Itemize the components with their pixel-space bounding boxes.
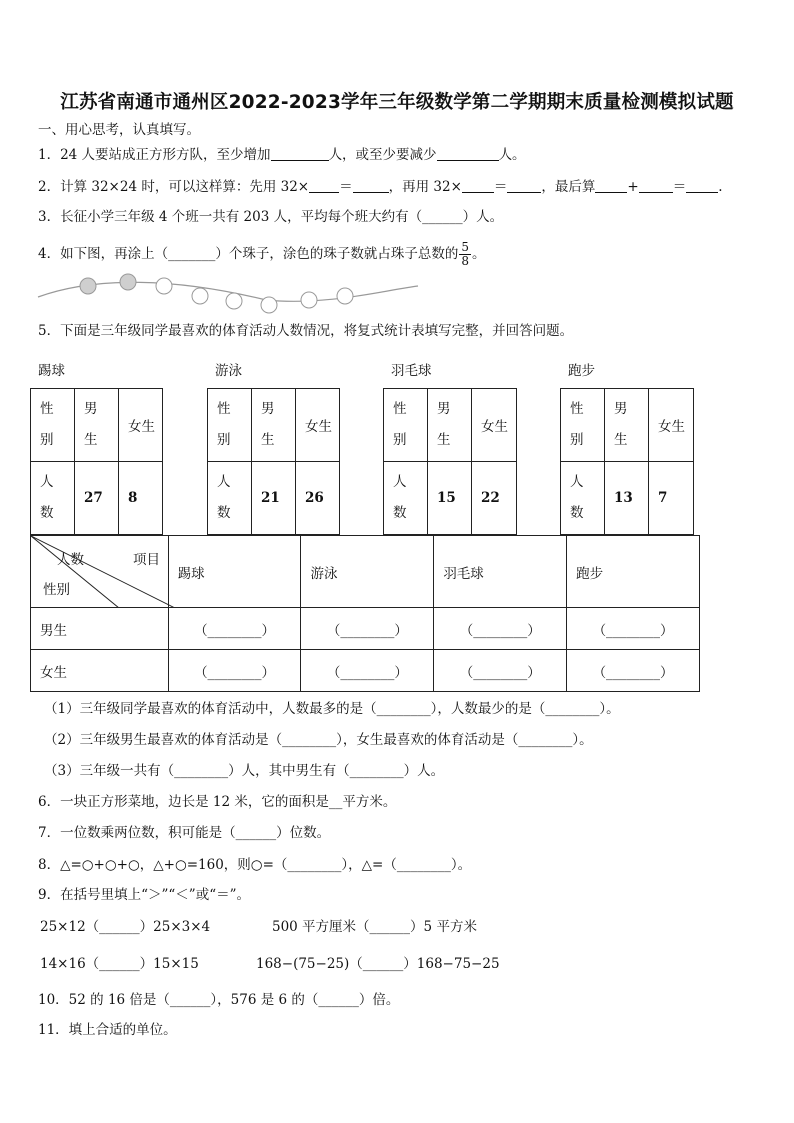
sport-label: 跑步 (568, 363, 595, 379)
q2-text-c: ，最后算 (541, 179, 596, 195)
row-header-female: 女生 (31, 650, 169, 692)
question-6: 6．一块正方形菜地，边长是 12 米，它的面积是__平方米。 (38, 794, 397, 810)
fraction-denominator: 8 (461, 254, 469, 268)
q5-sub-2: （2）三年级男生最喜欢的体育活动是（________），女生最喜欢的体育活动是（________）。 (44, 732, 593, 748)
col-header: 踢球 (168, 536, 301, 608)
diagonal-header-cell (31, 536, 169, 608)
answer-blank[interactable]: （________） (567, 608, 700, 650)
header-gender-label: 性别 (43, 582, 70, 598)
bead-empty (301, 292, 317, 308)
bead-empty (156, 278, 172, 294)
q5-sub-3: （3）三年级一共有（________）人，其中男生有（________）人。 (44, 763, 445, 779)
sport-table (30, 388, 163, 535)
q2-blank-7[interactable] (686, 178, 718, 193)
question-3: 3．长征小学三年级 4 个班一共有 203 人，平均每个班大约有（______）人。 (38, 209, 504, 225)
question-7: 7．一位数乘两位数，积可能是（______）位数。 (38, 825, 331, 841)
male-count: 13 (605, 462, 649, 535)
q4-fraction (459, 241, 471, 268)
q1-text-c: 人。 (498, 147, 526, 163)
gender-header: 性 别 (208, 389, 252, 462)
count-header: 人 数 (384, 462, 428, 535)
q1-blank-2[interactable] (437, 146, 499, 161)
question-1 (38, 146, 526, 164)
question-4 (38, 236, 485, 272)
gender-header: 性 别 (384, 389, 428, 462)
q1-blank-1[interactable] (271, 146, 329, 161)
bead-filled (80, 278, 96, 294)
fraction-numerator: 5 (461, 240, 469, 254)
answer-blank[interactable]: （________） (301, 608, 434, 650)
beads-figure (36, 270, 421, 314)
q2-text-d: . (718, 179, 723, 195)
female-header: 女生 (472, 389, 517, 462)
gender-header: 性 别 (561, 389, 605, 462)
question-8: 8．△=○+○+○，△+○=160，则○=（________），△=（________）。 (38, 857, 472, 873)
header-item-label: 项目 (133, 552, 160, 568)
q2-blank-5[interactable] (595, 178, 627, 193)
q2-blank-1[interactable] (309, 178, 339, 193)
sport-table (560, 388, 694, 535)
bead-empty (261, 297, 277, 313)
bead-empty (192, 288, 208, 304)
female-header: 女生 (296, 389, 340, 462)
bead-empty (337, 288, 353, 304)
answer-blank[interactable]: （________） (434, 608, 567, 650)
bead-filled (120, 274, 136, 290)
q2-text-a: 2．计算 32×24 时，可以这样算：先用 32× (38, 179, 310, 195)
q5-sub-1: （1）三年级同学最喜欢的体育活动中，人数最多的是（________），人数最少的是（________）。 (44, 701, 620, 717)
female-header: 女生 (119, 389, 163, 462)
question-11: 11．填上合适的单位。 (38, 1022, 177, 1038)
answer-blank[interactable]: （________） (301, 650, 434, 692)
gender-header: 性 别 (31, 389, 75, 462)
male-header: 男 生 (252, 389, 296, 462)
sport-label: 羽毛球 (391, 363, 432, 379)
q2-blank-2[interactable] (353, 178, 389, 193)
question-9: 9．在括号里填上“＞”“＜”或“＝”。 (38, 887, 250, 903)
question-5: 5．下面是三年级同学最喜欢的体育活动人数情况，将复式统计表填写完整，并回答问题。 (38, 323, 574, 339)
question-2 (38, 178, 723, 196)
answer-blank[interactable]: （________） (567, 650, 700, 692)
female-count: 7 (649, 462, 694, 535)
answer-blank[interactable]: （________） (434, 650, 567, 692)
q9-item-a: 25×12（______）25×3×4 (40, 919, 211, 935)
row-header-male: 男生 (31, 608, 169, 650)
q2-blank-3[interactable] (462, 178, 494, 193)
question-10: 10．52 的 16 倍是（______），576 是 6 的（______）倍。 (38, 992, 400, 1008)
q2-equals-1: ＝ (339, 179, 353, 195)
col-header: 跑步 (567, 536, 700, 608)
q2-plus: + (627, 179, 639, 195)
male-header: 男 生 (428, 389, 472, 462)
q2-text-b: ，再用 32× (388, 179, 462, 195)
q4-text-b: 。 (471, 246, 486, 262)
male-header: 男 生 (605, 389, 649, 462)
male-header: 男 生 (75, 389, 119, 462)
answer-blank[interactable]: （________） (168, 608, 301, 650)
count-header: 人 数 (208, 462, 252, 535)
q4-text-a: 4．如下图，再涂上（_______）个珠子，涂色的珠子数就占珠子总数的 (38, 246, 459, 262)
q1-text-b: 人，或至少要减少 (328, 147, 437, 163)
col-header: 游泳 (301, 536, 434, 608)
male-count: 15 (428, 462, 472, 535)
q2-blank-6[interactable] (639, 178, 673, 193)
sport-table (207, 388, 340, 535)
q9-item-d: 168−(75−25)（______）168−75−25 (256, 956, 500, 972)
female-count: 26 (296, 462, 340, 535)
page-title: 江苏省南通市通州区2022-2023学年三年级数学第二学期期末质量检测模拟试题 (60, 92, 734, 113)
q2-blank-4[interactable] (507, 178, 541, 193)
count-header: 人 数 (561, 462, 605, 535)
q9-item-b: 500 平方厘米（______）5 平方米 (272, 919, 477, 935)
compound-table (30, 535, 700, 692)
female-count: 8 (119, 462, 163, 535)
q2-equals-3: ＝ (672, 179, 687, 195)
col-header: 羽毛球 (434, 536, 567, 608)
sport-table (383, 388, 517, 535)
sport-label: 游泳 (215, 363, 242, 379)
male-count: 27 (75, 462, 119, 535)
section-heading: 一、用心思考，认真填写。 (38, 122, 200, 138)
sport-label: 踢球 (38, 363, 65, 379)
header-count-label: 人数 (57, 552, 84, 568)
female-count: 22 (472, 462, 517, 535)
count-header: 人 数 (31, 462, 75, 535)
q1-text-a: 1．24 人要站成正方形方队，至少增加 (38, 147, 271, 163)
bead-empty (226, 293, 242, 309)
male-count: 21 (252, 462, 296, 535)
female-header: 女生 (649, 389, 694, 462)
answer-blank[interactable]: （________） (168, 650, 301, 692)
q2-equals-2: ＝ (493, 179, 508, 195)
q9-item-c: 14×16（______）15×15 (40, 956, 199, 972)
